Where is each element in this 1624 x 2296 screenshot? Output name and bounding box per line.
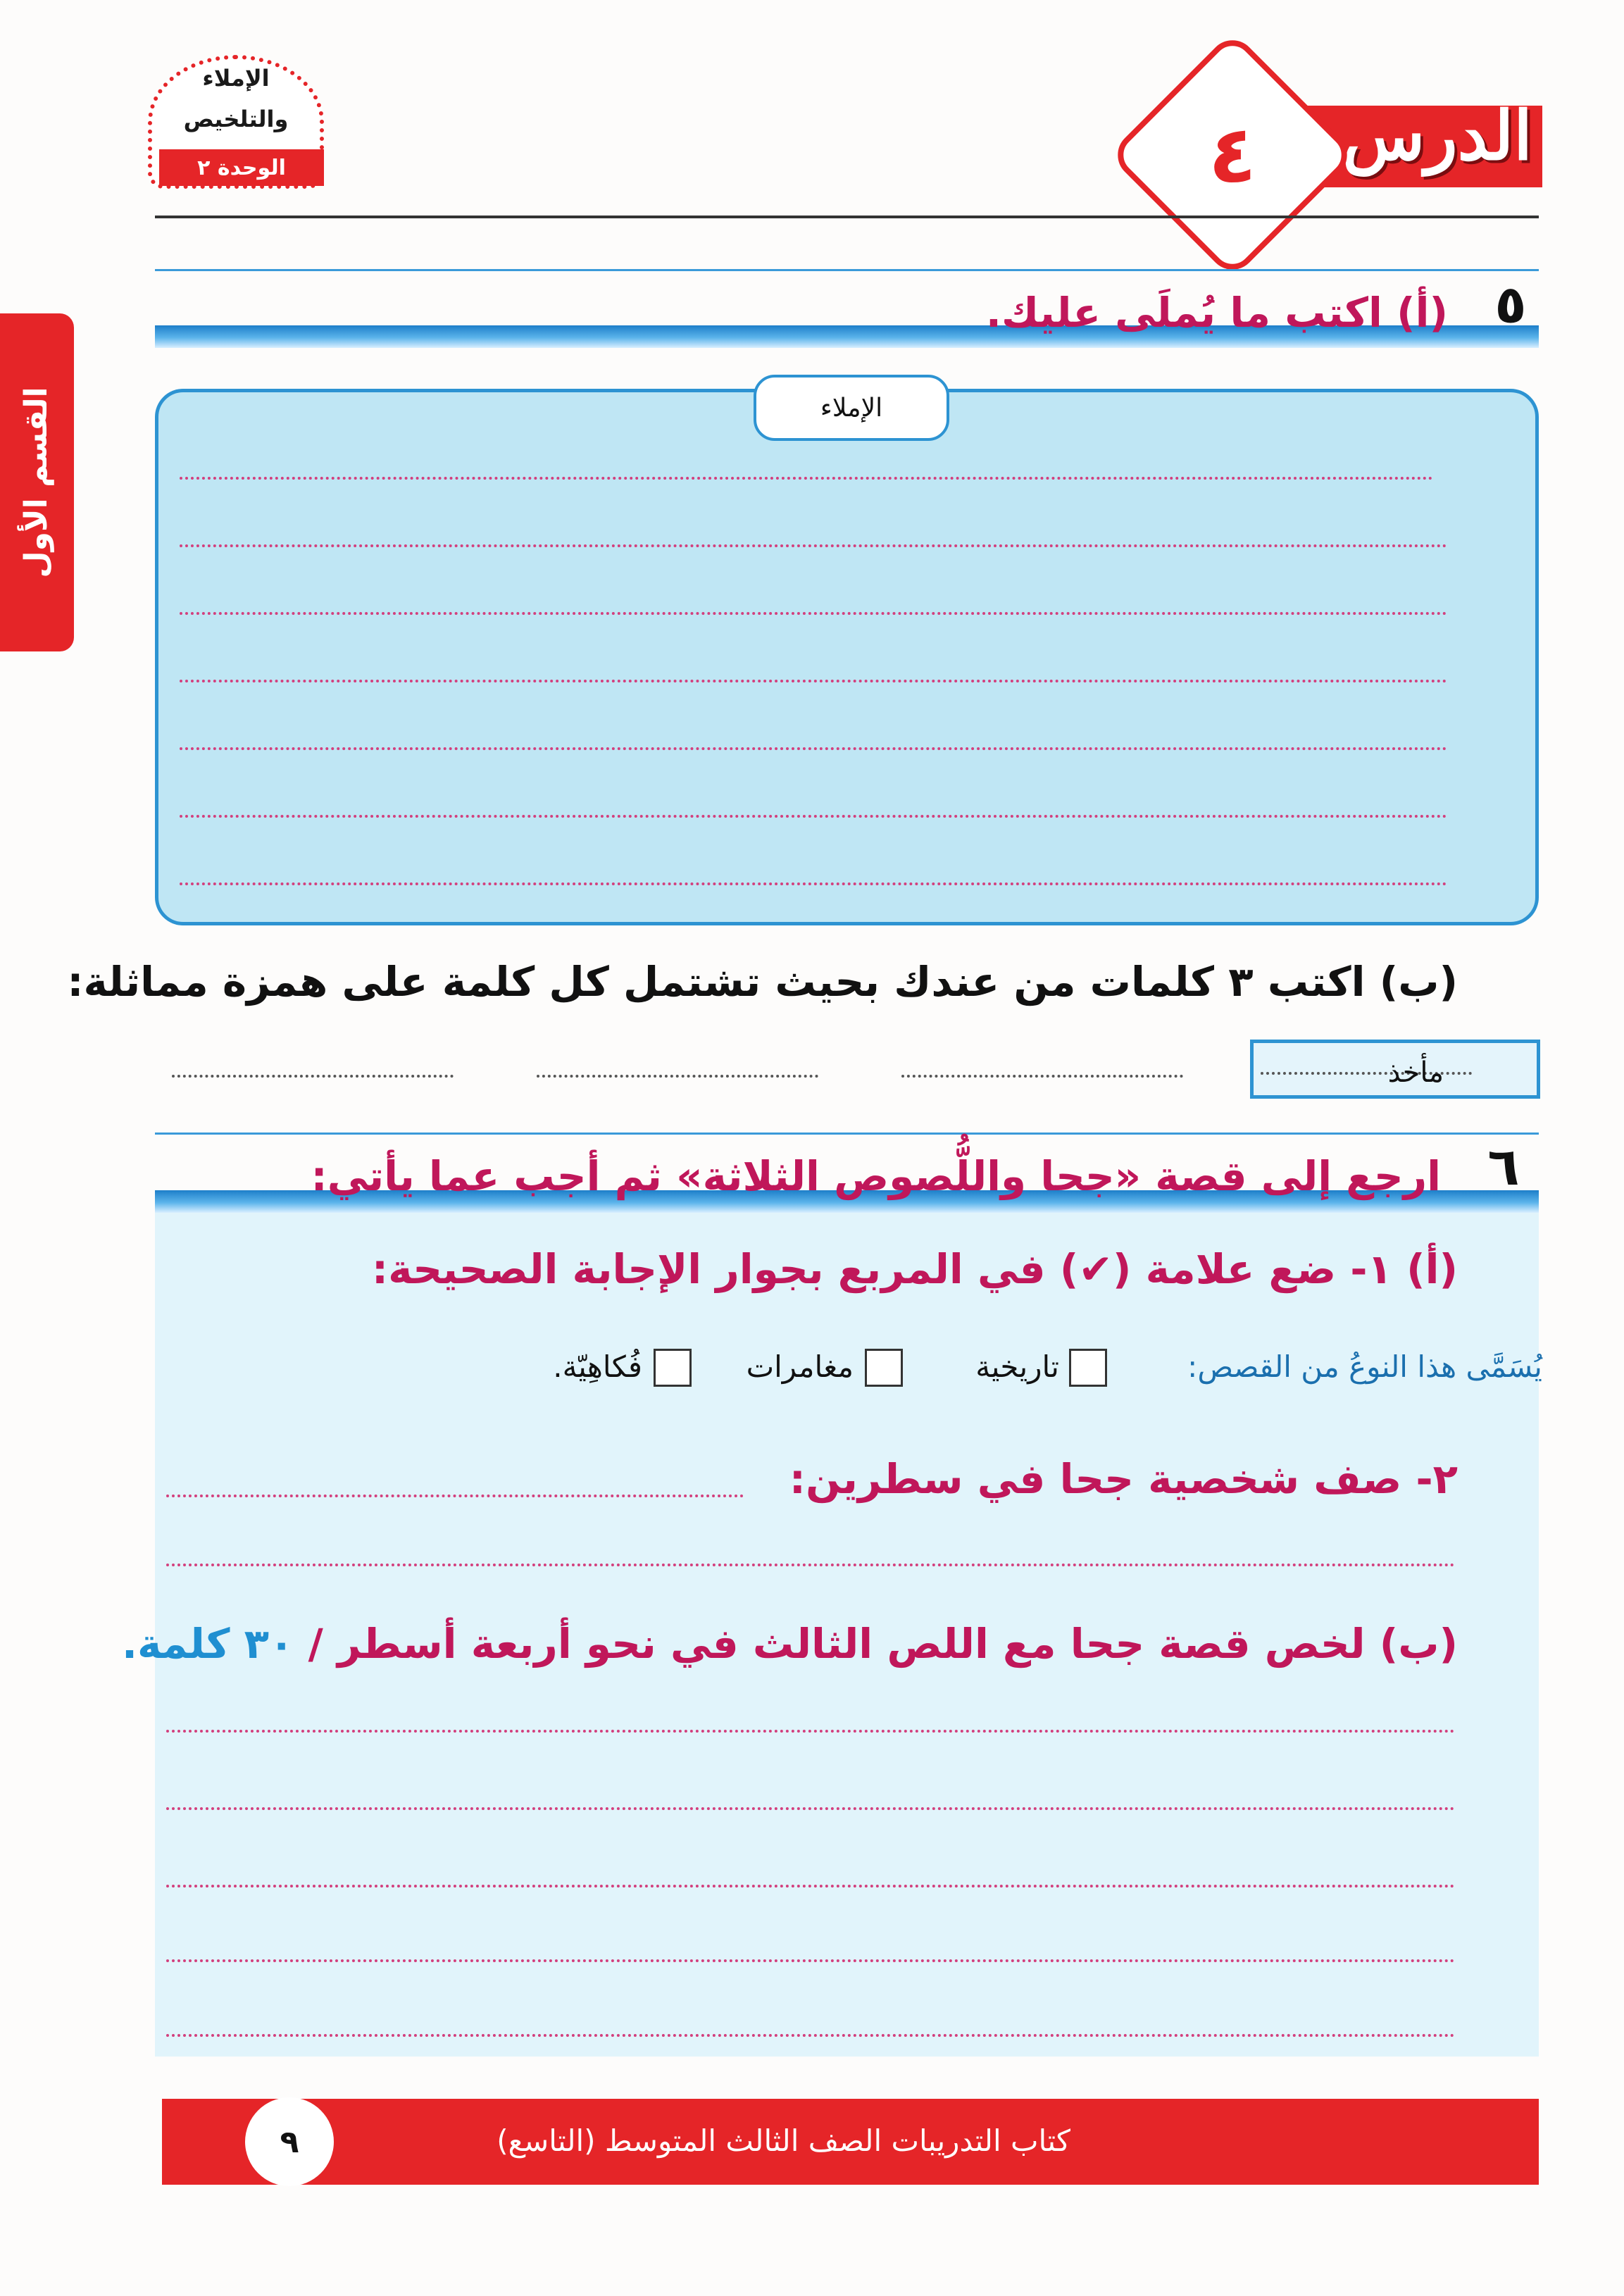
section6-top-rule bbox=[155, 1133, 1539, 1135]
dictation-line[interactable] bbox=[180, 680, 1447, 682]
unit-title-line1: الإملاء bbox=[202, 65, 270, 92]
dictation-line[interactable] bbox=[180, 544, 1447, 547]
footer-book-title: كتاب التدريبات الصف الثالث المتوسط (التاسع) bbox=[496, 2123, 1070, 2158]
question-b bbox=[122, 1620, 1458, 1668]
answer-line-3[interactable] bbox=[172, 1075, 454, 1078]
summary-line-1[interactable] bbox=[166, 1730, 1455, 1733]
option-label-humorous: فُكاهِيّة. bbox=[553, 1349, 642, 1384]
section6-number: ٦ bbox=[1487, 1137, 1520, 1197]
example-word: مأخذ bbox=[1387, 1056, 1444, 1089]
question-a1-prompt: يُسَمَّى هذا النوعُ من القصص: bbox=[1187, 1349, 1542, 1384]
question-a2-line-2[interactable] bbox=[166, 1564, 1455, 1566]
answer-line-1[interactable] bbox=[901, 1075, 1183, 1078]
unit-label: الوحدة ٢ bbox=[159, 149, 324, 186]
section6-title: ارجع إلى قصة «جحا واللُّصوص الثلاثة» ثم أجب عما يأتي: bbox=[311, 1152, 1441, 1200]
option-checkbox-adventures[interactable] bbox=[865, 1349, 903, 1387]
option-checkbox-historical[interactable] bbox=[1069, 1349, 1107, 1387]
section-side-tab-label: القسم الأول bbox=[18, 387, 54, 578]
section5-part-b: (ب) اكتب ٣ كلمات من عندك بحيث تشتمل كل كلمة على همزة مماثلة: bbox=[67, 958, 1458, 1006]
lesson-number: ٤ bbox=[1208, 109, 1257, 201]
header-divider bbox=[155, 216, 1539, 218]
lesson-title: الدرس bbox=[1342, 96, 1532, 175]
summary-line-2[interactable] bbox=[166, 1807, 1455, 1810]
answer-line-2[interactable] bbox=[537, 1075, 818, 1078]
section5-part-a: (أ) اكتب ما يُملَى عليك. bbox=[985, 289, 1448, 337]
dictation-line[interactable] bbox=[180, 477, 1433, 480]
question-a2-line-1[interactable] bbox=[166, 1495, 744, 1497]
question-a2: ٢- صف شخصية جحا في سطرين: bbox=[789, 1455, 1458, 1503]
summary-line-5[interactable] bbox=[166, 2034, 1455, 2037]
dictation-line[interactable] bbox=[180, 815, 1447, 818]
dictation-line[interactable] bbox=[180, 747, 1447, 750]
section5-number: ٥ bbox=[1494, 275, 1527, 335]
summary-line-3[interactable] bbox=[166, 1885, 1455, 1888]
option-checkbox-humorous[interactable] bbox=[654, 1349, 692, 1387]
page-number: ٩ bbox=[245, 2097, 334, 2186]
dictation-line[interactable] bbox=[180, 882, 1447, 885]
question-a1: (أ) ١- ضع علامة (✔) في المربع بجوار الإجابة الصحيحة: bbox=[371, 1245, 1458, 1293]
summary-line-4[interactable] bbox=[166, 1959, 1455, 1962]
dictation-box bbox=[155, 389, 1539, 925]
question-b-text: (ب) لخص قصة جحا مع اللص الثالث في نحو أربعة أسطر / bbox=[308, 1620, 1458, 1668]
dictation-label: الإملاء bbox=[754, 375, 949, 441]
unit-title-line2: والتلخيص bbox=[183, 106, 289, 132]
option-label-adventures: مغامرات bbox=[746, 1349, 854, 1384]
section5-top-rule bbox=[155, 269, 1539, 271]
dictation-line[interactable] bbox=[180, 612, 1447, 615]
question-b-word-count: ٣٠ كلمة. bbox=[121, 1620, 294, 1668]
option-label-historical: تاريخية bbox=[975, 1349, 1059, 1384]
